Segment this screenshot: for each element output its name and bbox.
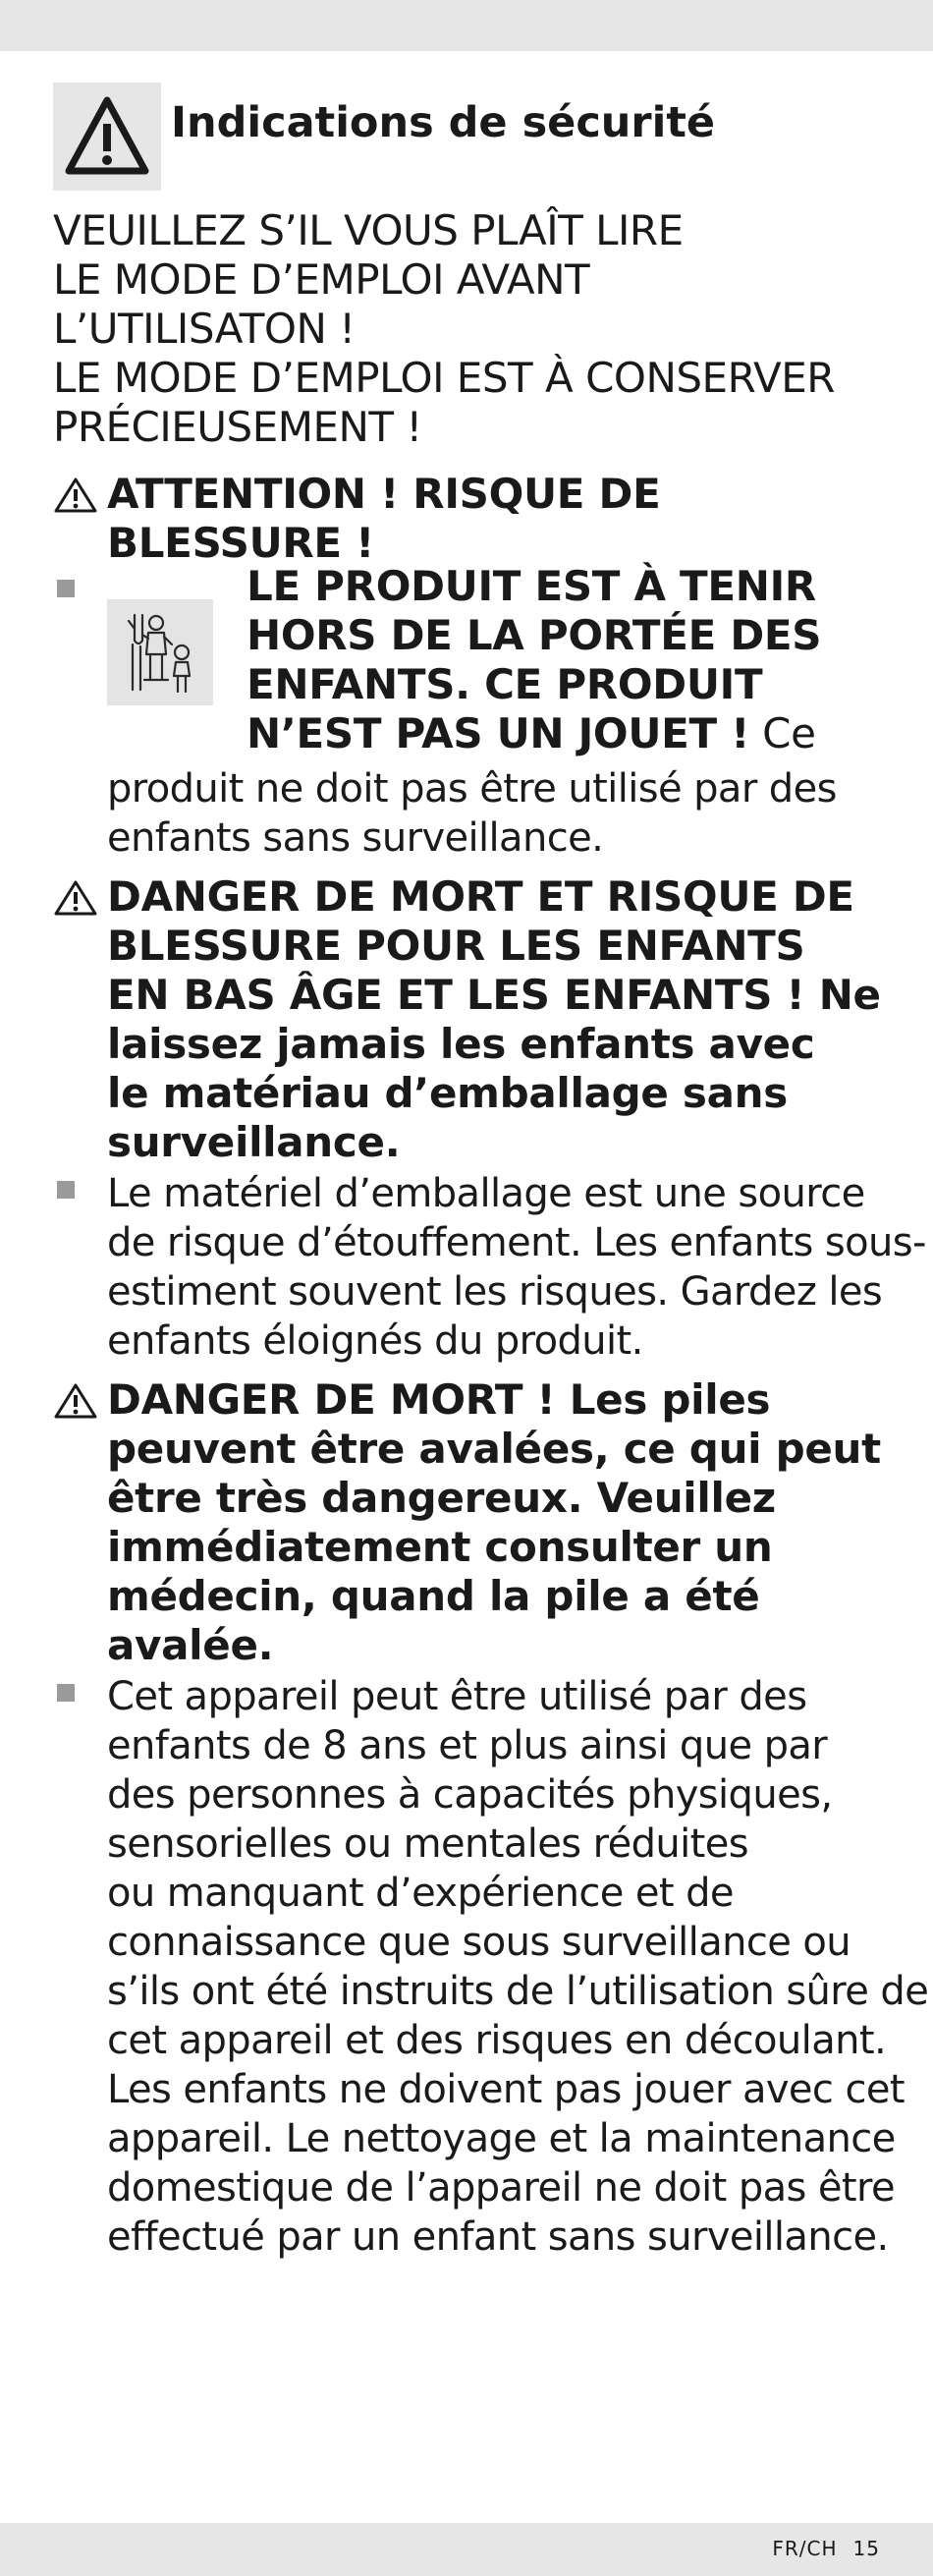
warning-triangle-icon xyxy=(53,476,98,514)
warning-line: avalée. xyxy=(107,1621,274,1669)
item2-line: de risque d’étouffement. Les enfants sous- xyxy=(107,1220,926,1265)
item3-line: effectué par un enfant sans surveillance. xyxy=(107,2214,889,2260)
warning-triangle-icon xyxy=(53,879,98,917)
item1-bold-line: LE PRODUIT EST À TENIR xyxy=(247,562,816,610)
warning-triangle-icon xyxy=(53,1382,98,1420)
warning-line: surveillance. xyxy=(107,1118,401,1166)
warning-line: DANGER DE MORT ET RISQUE DE xyxy=(107,872,854,921)
item2-text xyxy=(107,1169,926,1366)
intro-line: LE MODE D’EMPLOI EST À CONSERVER xyxy=(53,354,835,402)
warning-triangle-icon xyxy=(64,94,150,177)
bullet xyxy=(57,580,75,597)
item3-line: ou manquant d’expérience et de xyxy=(107,1871,734,1916)
warning-line: laissez jamais les enfants avec xyxy=(107,1020,815,1068)
warning-line: médecin, quand la pile a été xyxy=(107,1572,760,1620)
item1-bold-line xyxy=(247,709,821,758)
warning-line: immédiatement consulter un xyxy=(107,1523,773,1571)
item2-line: estiment souvent les risques. Gardez les xyxy=(107,1269,883,1315)
intro-line: PRÉCIEUSEMENT ! xyxy=(53,403,422,451)
item1-line: produit ne doit pas être utilisé par des xyxy=(107,766,837,812)
item3-line: Cet appareil peut être utilisé par des xyxy=(107,1674,807,1719)
intro-line: LE MODE D’EMPLOI AVANT xyxy=(53,255,590,304)
bullet xyxy=(57,1181,75,1199)
item3-line: connaissance que sous surveillance ou xyxy=(107,1920,851,1965)
item3-line: sensorielles ou mentales réduites xyxy=(107,1821,748,1867)
intro-line: L’UTILISATON ! xyxy=(53,305,356,353)
footer-lang: FR/CH xyxy=(772,2537,838,2560)
item1-trail: Ce xyxy=(749,709,816,757)
intro-line: VEUILLEZ S’IL VOUS PLAÎT LIRE xyxy=(53,206,684,254)
item3-line: Les enfants ne doivent pas jouer avec cet xyxy=(107,2067,905,2112)
warning-line: être très dangereux. Veuillez xyxy=(107,1474,776,1522)
item1-bold-text xyxy=(247,562,821,758)
header-icon-box xyxy=(53,83,161,191)
item2-line: Le matériel d’emballage est une source xyxy=(107,1171,865,1216)
item3-line: appareil. Le nettoyage et la maintenance xyxy=(107,2116,896,2161)
warning-line: BLESSURE ! xyxy=(107,519,374,567)
top-band xyxy=(0,0,933,51)
item3-line: s’ils ont été instruits de l’utilisation sûre de xyxy=(107,1969,929,2014)
warning-line: le matériau d’emballage sans xyxy=(107,1069,788,1117)
item1-bold-line: ENFANTS. CE PRODUIT xyxy=(247,660,763,708)
warning-line: peuvent être avalées, ce qui peut xyxy=(107,1425,881,1473)
page-number: 15 xyxy=(852,2537,880,2560)
item3-line: des personnes à capacités physiques, xyxy=(107,1772,833,1818)
item1-bold-line: HORS DE LA PORTÉE DES xyxy=(247,611,822,659)
page-footer xyxy=(772,2537,880,2560)
warning-line: EN BAS ÂGE ET LES ENFANTS ! Ne xyxy=(107,971,881,1019)
item1-text xyxy=(107,764,837,863)
warning-line: BLESSURE POUR LES ENFANTS xyxy=(107,922,805,970)
bullet xyxy=(57,1684,75,1702)
item3-line: cet appareil et des risques en découlant. xyxy=(107,2018,887,2063)
child-icon-box xyxy=(107,599,213,705)
section-title: Indications de sécurité xyxy=(171,98,716,147)
item3-text xyxy=(107,1672,928,2262)
item3-line: domestique de l’appareil ne doit pas être xyxy=(107,2165,895,2211)
intro-block xyxy=(53,206,835,452)
item1-bold-end: N’EST PAS UN JOUET ! xyxy=(247,709,750,757)
child-safety-icon xyxy=(121,611,199,696)
item2-line: enfants éloignés du produit. xyxy=(107,1318,643,1364)
warning-line: ATTENTION ! RISQUE DE xyxy=(107,470,661,518)
item1-line: enfants sans surveillance. xyxy=(107,815,604,861)
item3-line: enfants de 8 ans et plus ainsi que par xyxy=(107,1723,828,1768)
warning-line: DANGER DE MORT ! Les piles xyxy=(107,1375,771,1424)
